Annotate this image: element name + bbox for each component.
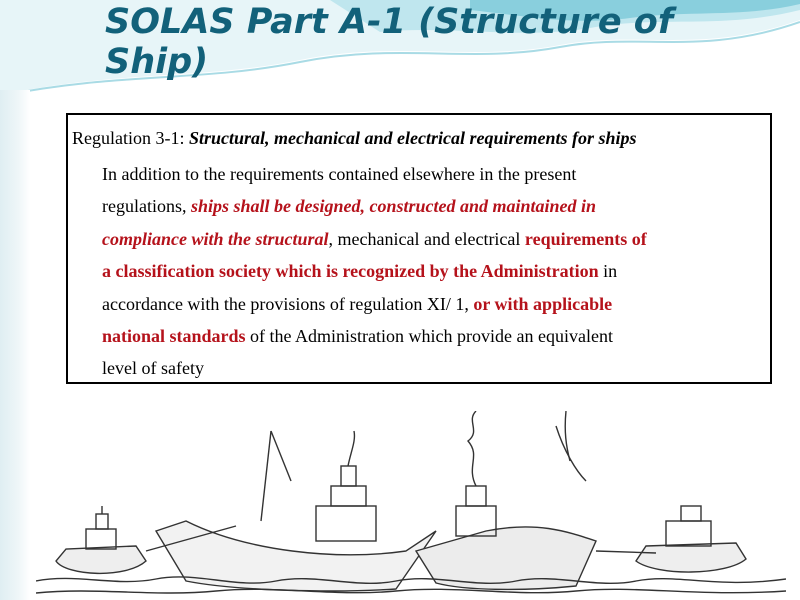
regulation-text-segment: compliance with the structural bbox=[102, 228, 329, 249]
left-sidebar-stripe bbox=[0, 90, 30, 600]
regulation-text-segment: In addition to the requirements contained elsewhere in the present bbox=[102, 164, 577, 184]
regulation-text-segment: level of safety bbox=[102, 358, 204, 379]
regulation-text-segment: ships shall be designed, constructed and maintained in bbox=[190, 196, 597, 217]
regulation-line bbox=[102, 255, 772, 287]
regulation-text-segment: accordance with the provisions of regulation XI/ 1, bbox=[102, 293, 474, 314]
regulation-text-segment: national standards bbox=[102, 325, 246, 346]
cartoon-ships-illustration bbox=[36, 411, 786, 600]
regulation-box bbox=[66, 113, 772, 384]
regulation-title: Structural, mechanical and electrical requirements for ships bbox=[188, 128, 637, 148]
regulation-line bbox=[102, 158, 772, 190]
regulation-text-segment: in bbox=[598, 261, 618, 282]
regulation-label: Regulation 3-1: bbox=[72, 128, 189, 148]
regulation-heading bbox=[72, 128, 637, 149]
regulation-text-segment: requirements of bbox=[524, 228, 647, 249]
regulation-text bbox=[102, 158, 772, 384]
regulation-text-segment: regulations, bbox=[102, 196, 191, 217]
regulation-line bbox=[102, 223, 772, 255]
regulation-line bbox=[102, 288, 772, 320]
regulation-text-segment: a classification society which is recognized by the Administration bbox=[102, 261, 599, 282]
regulation-line bbox=[102, 320, 772, 352]
regulation-text-segment: of the Administration which provide an equivalent bbox=[245, 325, 613, 346]
regulation-line bbox=[102, 190, 772, 222]
regulation-line bbox=[102, 352, 772, 384]
slide-title: SOLAS Part A-1 (Structure of Ship) bbox=[105, 2, 674, 82]
regulation-text-segment: , mechanical and electrical bbox=[328, 228, 525, 249]
regulation-text-segment: or with applicable bbox=[473, 293, 613, 314]
